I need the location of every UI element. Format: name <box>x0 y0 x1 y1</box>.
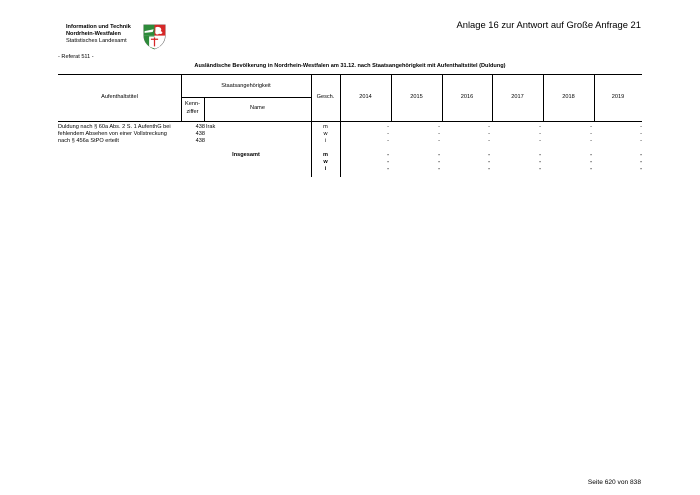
col-geschlecht: Gesch. <box>316 94 335 100</box>
total-gesch: w <box>323 159 328 165</box>
row-value: - <box>539 124 541 130</box>
row-kennziffer: 438 <box>195 124 205 130</box>
row-value: - <box>590 131 592 137</box>
total-value: - <box>539 159 541 165</box>
col-year: 2016 <box>460 94 474 100</box>
total-gesch: m <box>323 152 328 158</box>
org-line-1: Information und Technik <box>66 24 131 30</box>
row-name: Irak <box>206 124 216 130</box>
row-value: - <box>488 131 490 137</box>
total-value: - <box>488 159 490 165</box>
total-value: - <box>438 159 440 165</box>
col-aufenthaltstitel: Aufenthaltstitel <box>101 94 138 100</box>
total-label: Insgesamt <box>232 152 260 158</box>
col-year: 2015 <box>410 94 423 100</box>
table-body <box>58 120 642 177</box>
row-titel: nach § 456a StPO erteilt <box>58 138 119 144</box>
total-value: - <box>640 166 642 172</box>
row-kennziffer: 438 <box>195 131 205 137</box>
col-year: 2017 <box>511 94 524 100</box>
total-value: - <box>438 152 440 158</box>
total-value: - <box>640 159 642 165</box>
row-value: - <box>539 131 541 137</box>
row-value: - <box>539 138 541 144</box>
row-kennziffer: 438 <box>195 138 205 144</box>
row-titel: fehlendem Absehen von einer Vollstreckung <box>58 131 167 137</box>
row-value: - <box>488 138 490 144</box>
total-value: - <box>590 159 592 165</box>
row-value: - <box>640 138 642 144</box>
row-value: - <box>438 138 440 144</box>
row-value: - <box>590 124 592 130</box>
anlage-title: Anlage 16 zur Antwort auf Große Anfrage 21 <box>456 19 641 30</box>
org-line-2: Nordrhein-Westfalen <box>66 31 121 37</box>
total-gesch: i <box>324 166 327 172</box>
total-value: - <box>438 166 440 172</box>
total-value: - <box>387 159 389 165</box>
row-gesch: m <box>323 124 328 130</box>
row-gesch: w <box>323 131 328 137</box>
total-value: - <box>539 152 541 158</box>
row-value: - <box>640 131 642 137</box>
org-line-3: Statistisches Landesamt <box>66 38 127 44</box>
row-value: - <box>640 124 642 130</box>
row-titel: Duldung nach § 60a Abs. 2 S. 1 AufenthG bei <box>58 124 171 130</box>
row-value: - <box>387 124 389 130</box>
total-value: - <box>640 152 642 158</box>
row-value: - <box>488 124 490 130</box>
table-title: Ausländische Bevölkerung in Nordrhein-Westfalen am 31.12. nach Staatsangehörigkeit mit Aufenthaltstitel (Duldung) <box>194 63 506 69</box>
col-year: 2018 <box>562 94 575 100</box>
total-value: - <box>590 152 592 158</box>
row-value: - <box>438 124 440 130</box>
row-gesch: i <box>324 138 327 144</box>
col-kennziffer: Kenn- ziffer <box>185 101 200 115</box>
col-year: 2014 <box>359 94 372 100</box>
total-value: - <box>387 152 389 158</box>
row-value: - <box>590 138 592 144</box>
table-header <box>58 74 642 122</box>
row-value: - <box>387 138 389 144</box>
col-name: Name <box>250 105 265 111</box>
total-value: - <box>488 152 490 158</box>
col-staatsangehoerigkeit: Staatsangehörigkeit <box>221 83 271 89</box>
total-value: - <box>590 166 592 172</box>
total-value: - <box>488 166 490 172</box>
page-number: Seite 620 von 838 <box>587 479 641 486</box>
row-value: - <box>438 131 440 137</box>
nrw-coat-of-arms-icon <box>141 23 168 50</box>
total-value: - <box>539 166 541 172</box>
total-value: - <box>387 166 389 172</box>
org-name-block <box>66 24 131 45</box>
row-value: - <box>387 131 389 137</box>
col-year: 2019 <box>611 94 625 100</box>
referat-label: - Referat 511 - <box>58 54 94 60</box>
